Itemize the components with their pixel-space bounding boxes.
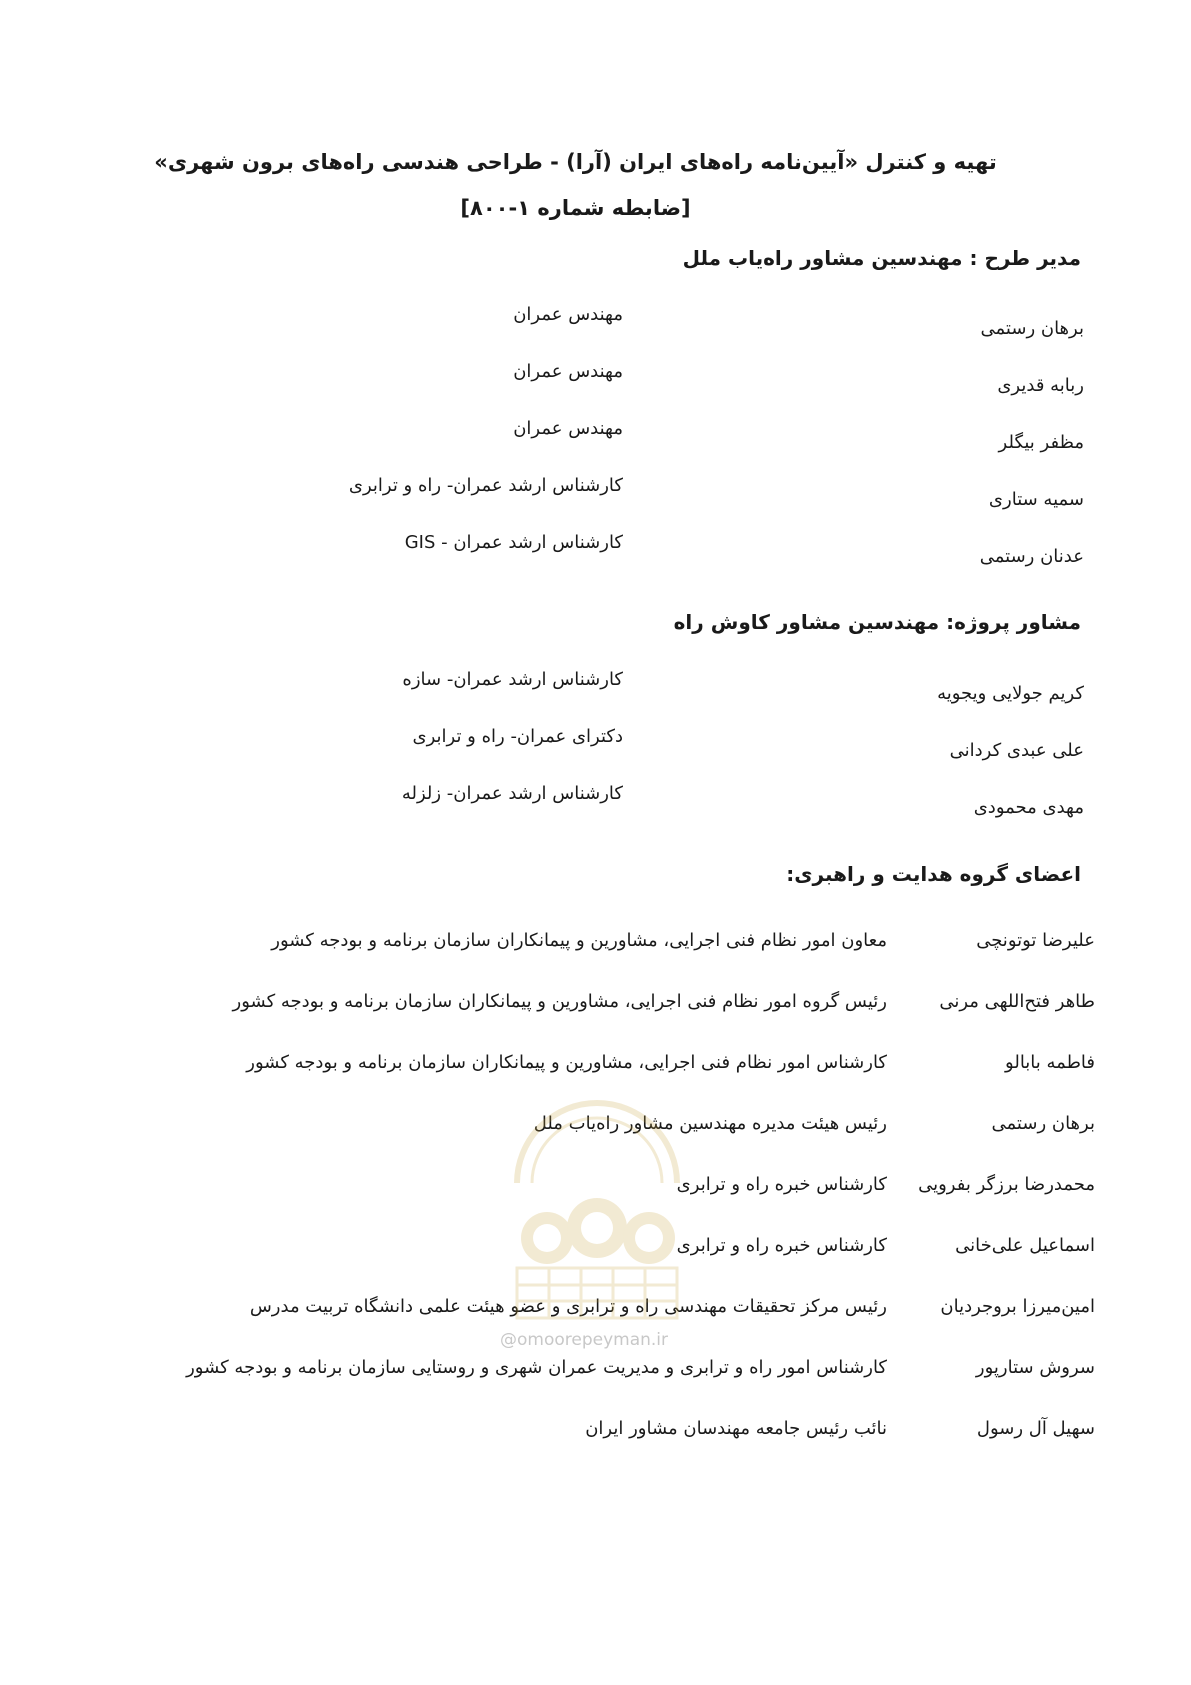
person-role: مهندس عمران [513, 361, 623, 382]
person-role: کارشناس خبره راه و ترابری [676, 1235, 887, 1256]
person-name: کریم جولایی ویجویه [937, 683, 1084, 704]
person-name: اسماعیل علی‌خانی [955, 1235, 1095, 1256]
person-role: کارشناس امور نظام فنی اجرایی، مشاورین و پیمانکاران سازمان برنامه و بودجه کشور [246, 1052, 887, 1073]
list-item [0, 361, 1191, 415]
list-item [0, 930, 1191, 970]
list-item [0, 532, 1191, 586]
list-item [0, 1174, 1191, 1214]
list-item [0, 1235, 1191, 1275]
list-item [0, 304, 1191, 358]
person-name: سهیل آل رسول [976, 1418, 1095, 1439]
list-item [0, 669, 1191, 723]
person-role: معاون امور نظام فنی اجرایی، مشاورین و پیمانکاران سازمان برنامه و بودجه کشور [271, 930, 887, 951]
person-role: مهندس عمران [513, 304, 623, 325]
person-name: امین‌میرزا بروجردیان [940, 1296, 1095, 1317]
person-role: کارشناس ارشد عمران- سازه [402, 669, 623, 690]
section-heading-consultant: مشاور پروژه: مهندسین مشاور کاوش راه [673, 610, 1081, 634]
document-code: [ضابطه شماره ۱-۸۰۰] [460, 196, 691, 220]
section-heading-steering: اعضای گروه هدایت و راهبری: [786, 862, 1081, 886]
list-item [0, 783, 1191, 837]
person-role: نائب رئیس جامعه مهندسان مشاور ایران [585, 1418, 887, 1439]
watermark-text: @omoorepeyman.ir [500, 1330, 669, 1350]
list-item [0, 991, 1191, 1031]
person-name: محمدرضا برزگر بفرویی [918, 1174, 1095, 1195]
list-item [0, 1418, 1191, 1458]
document-title: تهیه و کنترل «آیین‌نامه راه‌های ایران (آرا) - طراحی هندسی راه‌های برون شهری» [154, 150, 997, 174]
person-role: کارشناس خبره راه و ترابری [676, 1174, 887, 1195]
person-role: رئیس هیئت مدیره مهندسین مشاور راه‌یاب ملل [533, 1113, 887, 1134]
list-item [0, 1052, 1191, 1092]
person-role: رئیس مرکز تحقیقات مهندسی راه و ترابری و عضو هیئت علمی دانشگاه تربیت مدرس [249, 1296, 887, 1317]
list-item [0, 726, 1191, 780]
person-name: ربابه قدیری [997, 375, 1084, 396]
person-role: کارشناس ارشد عمران - GIS [404, 532, 623, 553]
person-name: سروش ستارپور [975, 1357, 1095, 1378]
person-role: مهندس عمران [513, 418, 623, 439]
list-item [0, 1357, 1191, 1397]
person-role: کارشناس ارشد عمران- راه و ترابری [348, 475, 623, 496]
person-role: کارشناس امور راه و ترابری و مدیریت عمران شهری و روستایی سازمان برنامه و بودجه کشور [186, 1357, 887, 1378]
list-item [0, 475, 1191, 529]
person-name: علیرضا توتونچی [976, 930, 1095, 951]
person-role: رئیس گروه امور نظام فنی اجرایی، مشاورین و پیمانکاران سازمان برنامه و بودجه کشور [232, 991, 887, 1012]
list-item [0, 1113, 1191, 1153]
person-name: برهان رستمی [991, 1113, 1095, 1134]
person-name: مظفر بیگلر [998, 432, 1084, 453]
person-name: برهان رستمی [980, 318, 1084, 339]
person-name: مهدی محمودی [973, 797, 1084, 818]
person-name: عدنان رستمی [979, 546, 1084, 567]
person-role: کارشناس ارشد عمران- زلزله [401, 783, 623, 804]
section-heading-manager: مدیر طرح : مهندسین مشاور راه‌یاب ملل [682, 246, 1081, 270]
person-name: طاهر فتح‌اللهی مرنی [939, 991, 1095, 1012]
list-item [0, 418, 1191, 472]
person-name: فاطمه بابالو [1005, 1052, 1095, 1073]
person-role: دکترای عمران- راه و ترابری [412, 726, 623, 747]
person-name: علی عبدی کردانی [949, 740, 1084, 761]
person-name: سمیه ستاری [988, 489, 1084, 510]
